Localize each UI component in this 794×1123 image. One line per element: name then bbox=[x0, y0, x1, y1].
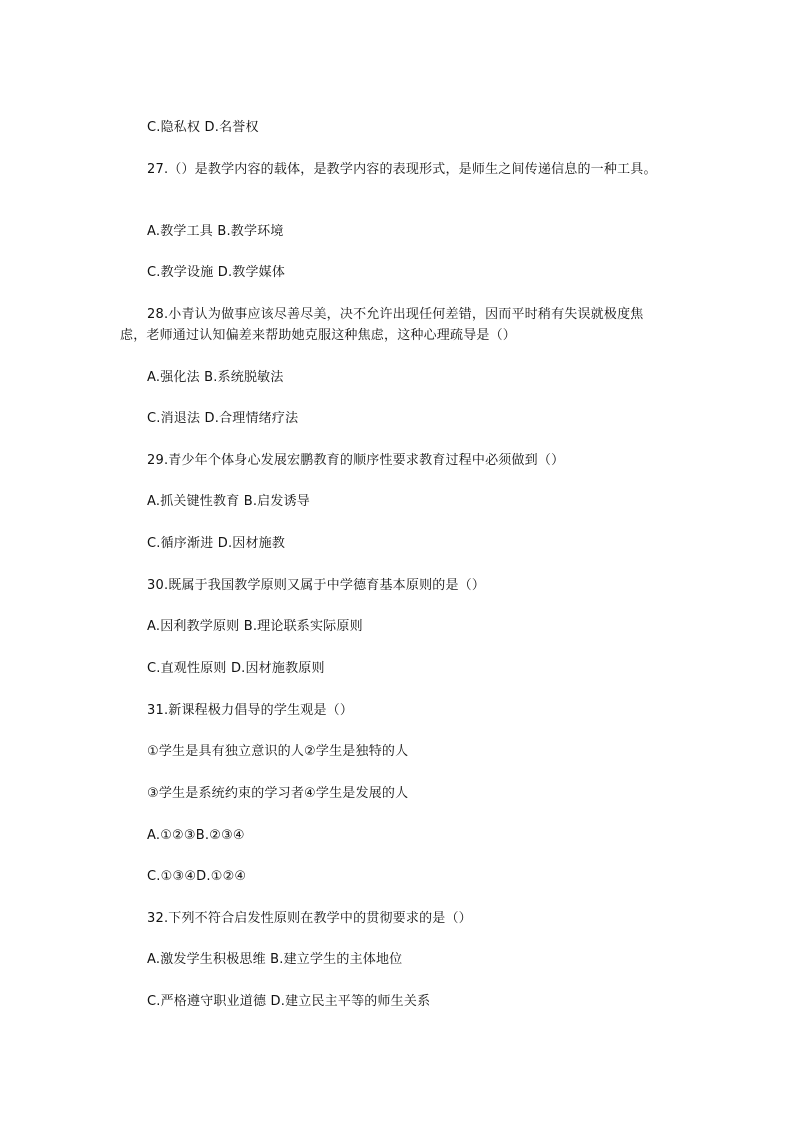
question-28-line-1: 28.小青认为做事应该尽善尽美，决不允许出现任何差错，因而平时稍有失误就极度焦 bbox=[147, 307, 644, 322]
question-30: 30.既属于我国教学原则又属于中学德育基本原则的是（） bbox=[147, 578, 486, 593]
option-line-q32-ab: A.激发学生积极思维 B.建立学生的主体地位 bbox=[147, 952, 403, 967]
option-line-q30-cd: C.直观性原则 D.因材施教原则 bbox=[147, 661, 325, 676]
question-32: 32.下列不符合启发性原则在教学中的贯彻要求的是（） bbox=[147, 911, 472, 926]
option-line-q30-ab: A.因利教学原则 B.理论联系实际原则 bbox=[147, 619, 363, 634]
option-line-q31-cd: C.①③④D.①②④ bbox=[147, 869, 247, 884]
option-line-q28-ab: A.强化法 B.系统脱敏法 bbox=[147, 370, 284, 385]
question-29: 29.青少年个体身心发展宏鹏教育的顺序性要求教育过程中必须做到（） bbox=[147, 453, 565, 468]
statement-line-q31-1: ①学生是具有独立意识的人②学生是独特的人 bbox=[147, 744, 409, 759]
option-line-q27-ab: A.教学工具 B.教学环境 bbox=[147, 224, 284, 239]
option-line-q29-ab: A.抓关键性教育 B.启发诱导 bbox=[147, 494, 310, 509]
question-31: 31.新课程极力倡导的学生观是（） bbox=[147, 703, 354, 718]
question-28-line-2: 虑，老师通过认知偏差来帮助她克服这种焦虑，这种心理疏导是（） bbox=[120, 328, 517, 343]
statement-line-q31-2: ③学生是系统约束的学习者④学生是发展的人 bbox=[147, 786, 409, 801]
question-27: 27.（）是教学内容的载体，是教学内容的表现形式，是师生之间传递信息的一种工具。 bbox=[147, 162, 657, 177]
option-line-q32-cd: C.严格遵守职业道德 D.建立民主平等的师生关系 bbox=[147, 994, 431, 1009]
option-line-q28-cd: C.消退法 D.合理情绪疗法 bbox=[147, 411, 299, 426]
option-line-q27-cd: C.教学设施 D.教学媒体 bbox=[147, 265, 286, 280]
option-line-q26-cd: C.隐私权 D.名誉权 bbox=[147, 120, 259, 135]
option-line-q31-ab: A.①②③B.②③④ bbox=[147, 828, 245, 843]
option-line-q29-cd: C.循序渐进 D.因材施教 bbox=[147, 536, 286, 551]
